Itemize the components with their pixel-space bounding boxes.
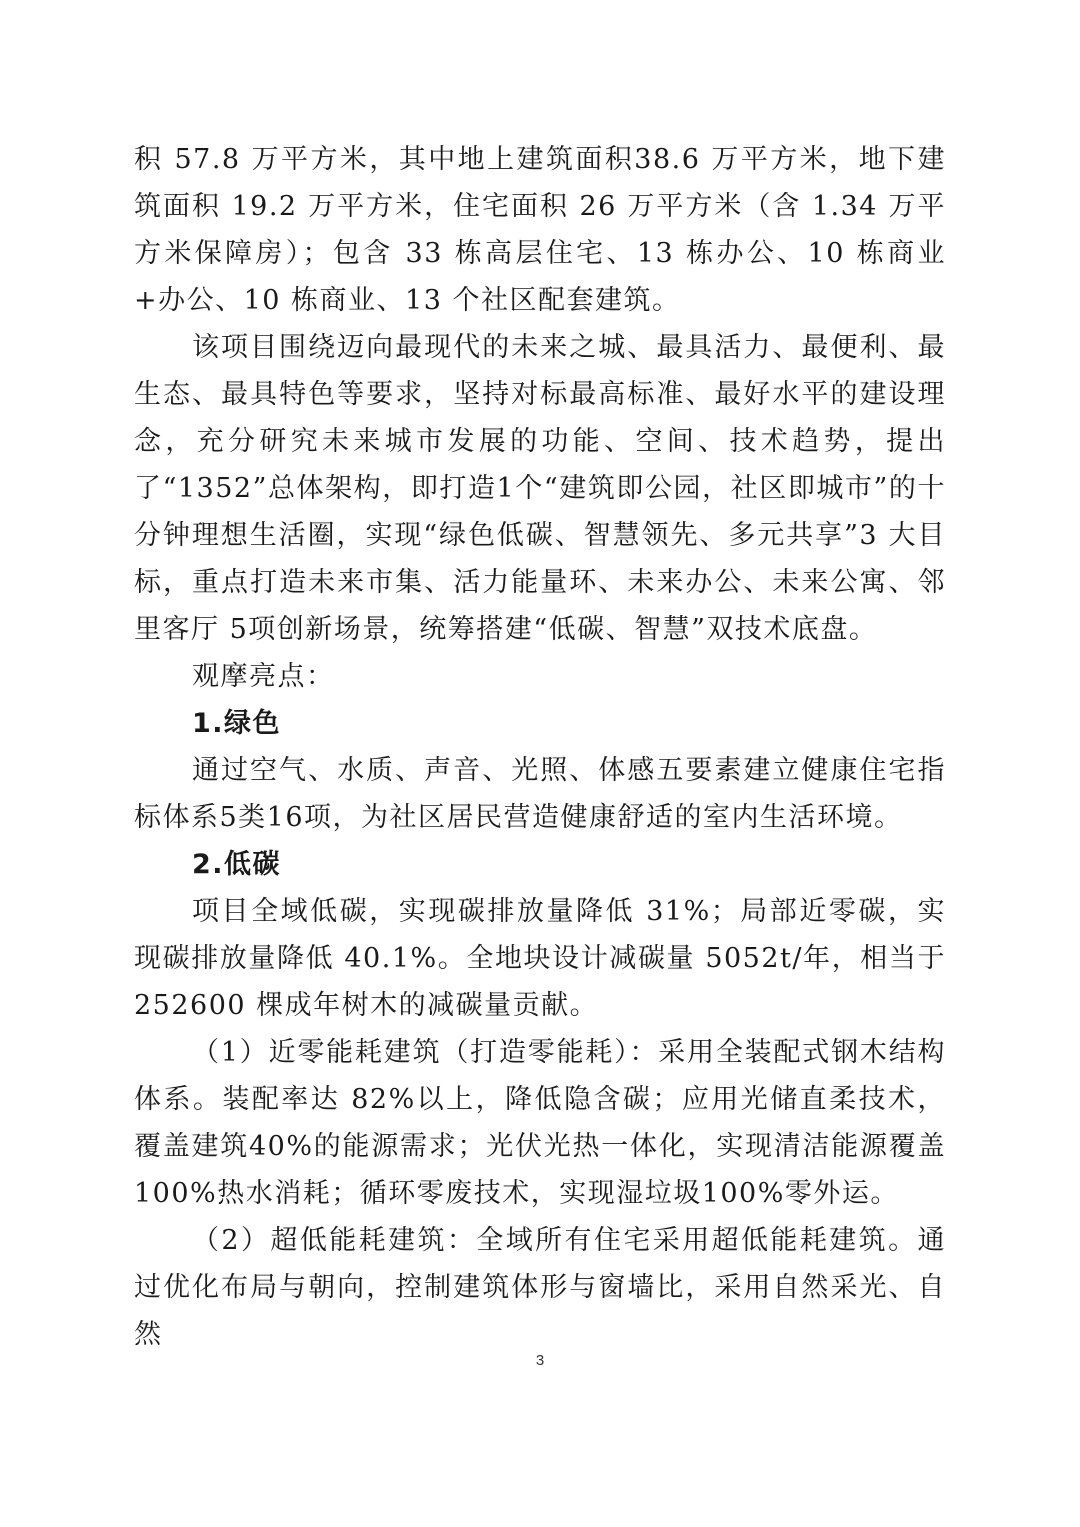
paragraph-green: 通过空气、水质、声音、光照、体感五要素建立健康住宅指标体系5类16项，为社区居民营造健康舒适的室内生活环境。 — [134, 755, 946, 833]
paragraph-ultra-low-energy: （2）超低能耗建筑：全域所有住宅采用超低能耗建筑。通过优化布局与朝向，控制建筑体形与窗墙比，采用自然采光、自然 — [134, 1225, 946, 1350]
page-number: 3 — [535, 1352, 545, 1369]
section-heading-green: 1.绿色 — [192, 708, 282, 739]
paragraph-highlights-intro: 观摩亮点： — [192, 661, 335, 692]
paragraph-project-overview: 该项目围绕迈向最现代的未来之城、最具活力、最便利、最生态、最具特色等要求，坚持对标最高标准、最好水平的建设理念，充分研究未来城市发展的功能、空间、技术趋势，提出了“1352”总体架构，即打造1个“建筑即公园，社区即城市”的十分钟理想生活圈，实现“绿色低碳、智慧领先、多元共享”3 大目标，重点打造未来市集、活力能量环、未来办公、未来公寓、邻里客厅 5项创新场景，统筹搭建“低碳、智慧”双技术底盘。 — [134, 332, 946, 645]
paragraph-low-carbon: 项目全域低碳，实现碳排放量降低 31%；局部近零碳，实现碳排放量降低 40.1%。全地块设计减碳量 5052t/年，相当于252600 棵成年树木的减碳量贡献。 — [134, 896, 946, 1021]
section-heading-low-carbon: 2.低碳 — [192, 849, 282, 880]
body-text — [134, 136, 946, 1358]
paragraph-project-area: 积 57.8 万平方米，其中地上建筑面积38.6 万平方米，地下建筑面积 19.2 万平方米，住宅面积 26 万平方米（含 1.34 万平方米保障房）；包含 33 栋高层住宅、13 栋办公、10 栋商业+办公、10 栋商业、13 个社区配套建筑。 — [134, 144, 946, 316]
paragraph-near-zero-energy: （1）近零能耗建筑（打造零能耗）：采用全装配式钢木结构体系。装配率达 82%以上，降低隐含碳；应用光储直柔技术，覆盖建筑40%的能源需求；光伏光热一体化，实现清洁能源覆盖100%热水消耗；循环零废技术，实现湿垃圾100%零外运。 — [134, 1037, 946, 1209]
